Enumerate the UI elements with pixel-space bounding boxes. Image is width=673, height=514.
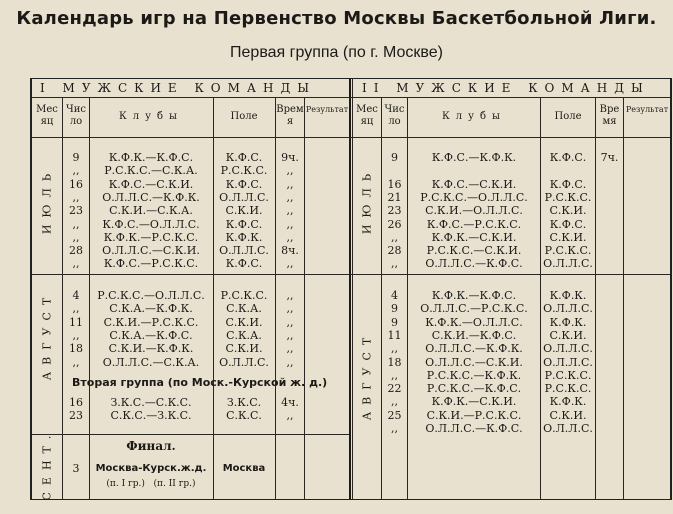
row-match: К.Ф.С.—С.К.И. xyxy=(108,177,194,191)
row-time: ,, xyxy=(286,315,294,329)
final-label: Финал. xyxy=(126,439,176,453)
left-section-heading: I МУЖСКИЕ КОМАНДЫ xyxy=(40,81,317,95)
table-row xyxy=(32,204,670,217)
table-row xyxy=(32,422,670,435)
table-row xyxy=(32,164,670,177)
row-time: ,, xyxy=(286,342,294,356)
row-match: С.К.И.—С.К.А. xyxy=(109,204,193,218)
table-row xyxy=(32,289,670,302)
row-time: ,, xyxy=(286,177,294,191)
row-day: ,, xyxy=(391,342,398,356)
row-time: ,, xyxy=(286,355,294,369)
row-field: С.К.А. xyxy=(226,302,262,316)
row-field: Р.С.К.С. xyxy=(544,368,592,382)
right-hdr-clubs: Клубы xyxy=(442,111,506,122)
row-match: С.К.А.—К.Ф.С. xyxy=(109,328,193,342)
row-match: Р.С.К.С.—К.Ф.К. xyxy=(426,368,522,382)
row-match: З.К.С.—С.К.С. xyxy=(110,396,192,409)
final-match: Москва-Курск.ж.д. xyxy=(95,463,207,474)
row-time: ,, xyxy=(286,328,294,342)
table-row xyxy=(32,342,670,355)
right-hdr-day: Число xyxy=(384,104,405,127)
final-day: 3 xyxy=(72,462,80,475)
table-row xyxy=(32,218,670,231)
row-time: ,, xyxy=(286,302,294,316)
right-hdr-time: Время xyxy=(599,104,620,127)
row-day: 16 xyxy=(69,396,83,409)
row-match: К.Ф.С.—Р.С.К.С. xyxy=(426,217,522,231)
row-match: С.К.И.—К.Ф.С. xyxy=(431,328,517,342)
right-hdr-month: Месяц xyxy=(356,104,378,127)
row-match: О.Л.Л.С.—К.Ф.С. xyxy=(425,257,523,271)
page-subtitle: Первая группа (по г. Москве) xyxy=(230,44,443,61)
table-row xyxy=(32,151,670,164)
row-day: 4 xyxy=(72,289,80,302)
row-match: К.Ф.К.—О.Л.Л.С. xyxy=(425,315,523,329)
row-day: 18 xyxy=(69,342,83,356)
row-day: 9 xyxy=(391,302,398,316)
row-field: К.Ф.С. xyxy=(225,177,263,191)
row-field: О.Л.Л.С. xyxy=(219,190,269,204)
final-field: Москва xyxy=(222,463,266,474)
row-time: ,, xyxy=(286,204,294,218)
row-field: К.Ф.С. xyxy=(225,217,263,231)
row-field: Р.С.К.С. xyxy=(220,164,268,178)
row-field: С.К.И. xyxy=(225,342,263,356)
row-day: ,, xyxy=(391,257,398,271)
row-day: 25 xyxy=(387,408,402,422)
row-field: К.Ф.К. xyxy=(549,289,587,302)
row-match: О.Л.Л.С.—К.Ф.К. xyxy=(102,190,200,204)
row-match: О.Л.Л.С.—Р.С.К.С. xyxy=(420,302,528,316)
row-match: К.Ф.К.—С.К.И. xyxy=(431,230,517,244)
row-day: 22 xyxy=(387,382,402,396)
row-day: ,, xyxy=(72,217,80,231)
column-header-rule xyxy=(32,137,670,138)
row-field: С.К.И. xyxy=(549,328,587,342)
row-field: О.Л.Л.С. xyxy=(543,422,593,435)
row-field: О.Л.Л.С. xyxy=(219,355,269,369)
row-time: ,, xyxy=(286,164,294,178)
row-time: ,, xyxy=(286,217,294,231)
row-field: Р.С.К.С. xyxy=(544,190,592,204)
row-time: ,, xyxy=(286,409,294,423)
row-match: С.К.И.—Р.С.К.С. xyxy=(426,408,522,422)
row-day: ,, xyxy=(391,230,398,244)
left-hdr-clubs: Клубы xyxy=(119,111,183,122)
row-field: О.Л.Л.С. xyxy=(543,302,593,316)
table-row xyxy=(32,356,670,369)
row-match: К.Ф.С.—Р.С.К.С. xyxy=(103,257,199,271)
row-field: О.Л.Л.С. xyxy=(543,342,593,356)
left-hdr-time: Время xyxy=(276,104,304,127)
row-match: О.Л.Л.С.—С.К.А. xyxy=(102,355,200,369)
row-match: Р.С.К.С.—С.К.А. xyxy=(104,164,198,178)
row-match: О.Л.Л.С.—С.К.И. xyxy=(425,355,523,369)
row-field: К.Ф.С. xyxy=(225,151,263,164)
row-field: К.Ф.С. xyxy=(549,151,587,164)
row-field: С.К.И. xyxy=(225,204,263,218)
row-day: ,, xyxy=(391,368,398,382)
row-day: 23 xyxy=(69,409,83,423)
row-day: 9 xyxy=(391,151,398,164)
row-match: Р.С.К.С.—О.Л.Л.С. xyxy=(97,289,205,302)
row-field: С.К.И. xyxy=(549,230,587,244)
row-match: Р.С.К.С.—С.К.И. xyxy=(426,244,522,258)
row-day: 11 xyxy=(69,315,83,329)
row-day: 18 xyxy=(387,355,402,369)
row-field: Р.С.К.С. xyxy=(220,289,268,302)
left-month-sept: СЕНТ. xyxy=(40,428,54,501)
row-field: К.Ф.С. xyxy=(549,217,587,231)
table-row xyxy=(32,257,670,270)
row-day: ,, xyxy=(72,230,80,244)
row-match: О.Л.Л.С.—С.К.И. xyxy=(102,244,200,258)
row-day: ,, xyxy=(72,302,80,316)
row-day: 9 xyxy=(72,151,80,164)
table-row xyxy=(32,231,670,244)
right-month-july: ИЮЛЬ xyxy=(360,166,374,235)
row-field: О.Л.Л.С. xyxy=(543,257,593,271)
row-day: 16 xyxy=(387,177,402,191)
july-august-rule xyxy=(32,274,670,275)
row-field: О.Л.Л.С. xyxy=(543,355,593,369)
row-match: Р.С.К.С.—О.Л.Л.С. xyxy=(420,190,528,204)
table-row xyxy=(32,409,670,422)
table-row xyxy=(32,178,670,191)
row-day: 23 xyxy=(387,204,402,218)
left-hdr-day: Число xyxy=(66,104,86,127)
row-day: 11 xyxy=(387,328,402,342)
row-field: К.Ф.К. xyxy=(225,230,263,244)
row-match: О.Л.Л.С.—К.Ф.С. xyxy=(425,422,523,435)
row-time: ,, xyxy=(286,190,294,204)
table-row xyxy=(32,329,670,342)
left-month-august: АВГУСТ xyxy=(40,290,54,381)
row-day: ,, xyxy=(72,355,80,369)
table-row xyxy=(32,244,670,257)
row-day: 28 xyxy=(69,244,83,258)
row-field: О.Л.Л.С. xyxy=(219,244,269,258)
right-section-heading: II МУЖСКИЕ КОМАНДЫ xyxy=(362,81,650,95)
row-field: С.К.И. xyxy=(549,408,587,422)
row-day: 23 xyxy=(69,204,83,218)
row-time: 9ч. xyxy=(281,151,299,164)
row-field: Р.С.К.С. xyxy=(544,382,592,396)
row-time: 7ч. xyxy=(600,151,619,164)
row-time: 4ч. xyxy=(281,396,299,409)
row-day: ,, xyxy=(391,395,398,409)
row-match: К.Ф.К.—К.Ф.С. xyxy=(431,289,517,302)
right-month-august: АВГУСТ xyxy=(360,330,374,421)
row-time: ,, xyxy=(286,230,294,244)
left-hdr-result: Результат xyxy=(305,105,349,114)
row-match: К.Ф.К.—К.Ф.С. xyxy=(108,151,194,164)
row-day: 26 xyxy=(387,217,402,231)
schedule-table xyxy=(30,78,672,500)
row-day: ,, xyxy=(72,328,80,342)
row-day: ,, xyxy=(391,422,398,435)
row-field: К.Ф.К. xyxy=(549,315,587,329)
row-match: С.К.И.—О.Л.Л.С. xyxy=(425,204,523,218)
row-field: С.К.И. xyxy=(225,315,263,329)
second-group-heading: Вторая группа (по Моск.-Курской ж. д.) xyxy=(72,376,328,389)
right-hdr-result: Результат xyxy=(625,105,669,114)
row-time: ,, xyxy=(286,289,294,302)
table-row xyxy=(32,395,670,408)
table-row xyxy=(32,191,670,204)
row-field: Р.С.К.С. xyxy=(544,244,592,258)
row-field: К.Ф.С. xyxy=(549,177,587,191)
row-match: С.К.И.—Р.С.К.С. xyxy=(103,315,199,329)
row-day: 4 xyxy=(391,289,398,302)
row-day: 16 xyxy=(69,177,83,191)
row-field: С.К.И. xyxy=(549,204,587,218)
row-field: З.К.С. xyxy=(226,396,262,409)
row-match: О.Л.Л.С.—К.Ф.К. xyxy=(425,342,523,356)
row-match: К.Ф.С.—К.Ф.К. xyxy=(431,151,517,164)
heading-rule xyxy=(32,97,670,98)
row-field: К.Ф.К. xyxy=(549,395,587,409)
row-day: 21 xyxy=(387,190,402,204)
row-field: С.К.С. xyxy=(226,409,262,423)
row-day: ,, xyxy=(72,164,80,178)
row-field: К.Ф.С. xyxy=(225,257,263,271)
left-hdr-month: Месяц xyxy=(36,104,58,127)
row-time: 8ч. xyxy=(281,244,299,258)
row-day: 9 xyxy=(391,315,398,329)
table-row xyxy=(32,302,670,315)
row-match: С.К.С.—З.К.С. xyxy=(110,409,192,423)
page-title: Календарь игр на Первенство Москвы Баскетбольной Лиги. xyxy=(16,8,657,29)
right-hdr-field: Поле xyxy=(554,111,582,122)
row-match: С.К.А.—К.Ф.К. xyxy=(109,302,193,316)
row-match: С.К.И.—К.Ф.К. xyxy=(108,342,194,356)
left-hdr-field: Поле xyxy=(230,111,258,122)
row-field: С.К.А. xyxy=(226,328,262,342)
row-match: К.Ф.С.—С.К.И. xyxy=(431,177,517,191)
row-day: 28 xyxy=(387,244,402,258)
row-match: Р.С.К.С.—К.Ф.С. xyxy=(426,382,522,396)
table-row xyxy=(32,316,670,329)
row-match: К.Ф.К.—Р.С.К.С. xyxy=(103,230,199,244)
left-month-july: ИЮЛЬ xyxy=(40,166,54,235)
row-match: К.Ф.С.—О.Л.Л.С. xyxy=(102,217,200,231)
row-time: ,, xyxy=(286,257,294,271)
row-day: ,, xyxy=(72,190,80,204)
final-groups: (п. I гр.) (п. II гр.) xyxy=(106,479,196,489)
row-day: ,, xyxy=(72,257,80,271)
row-match: К.Ф.К.—С.К.И. xyxy=(431,395,517,409)
